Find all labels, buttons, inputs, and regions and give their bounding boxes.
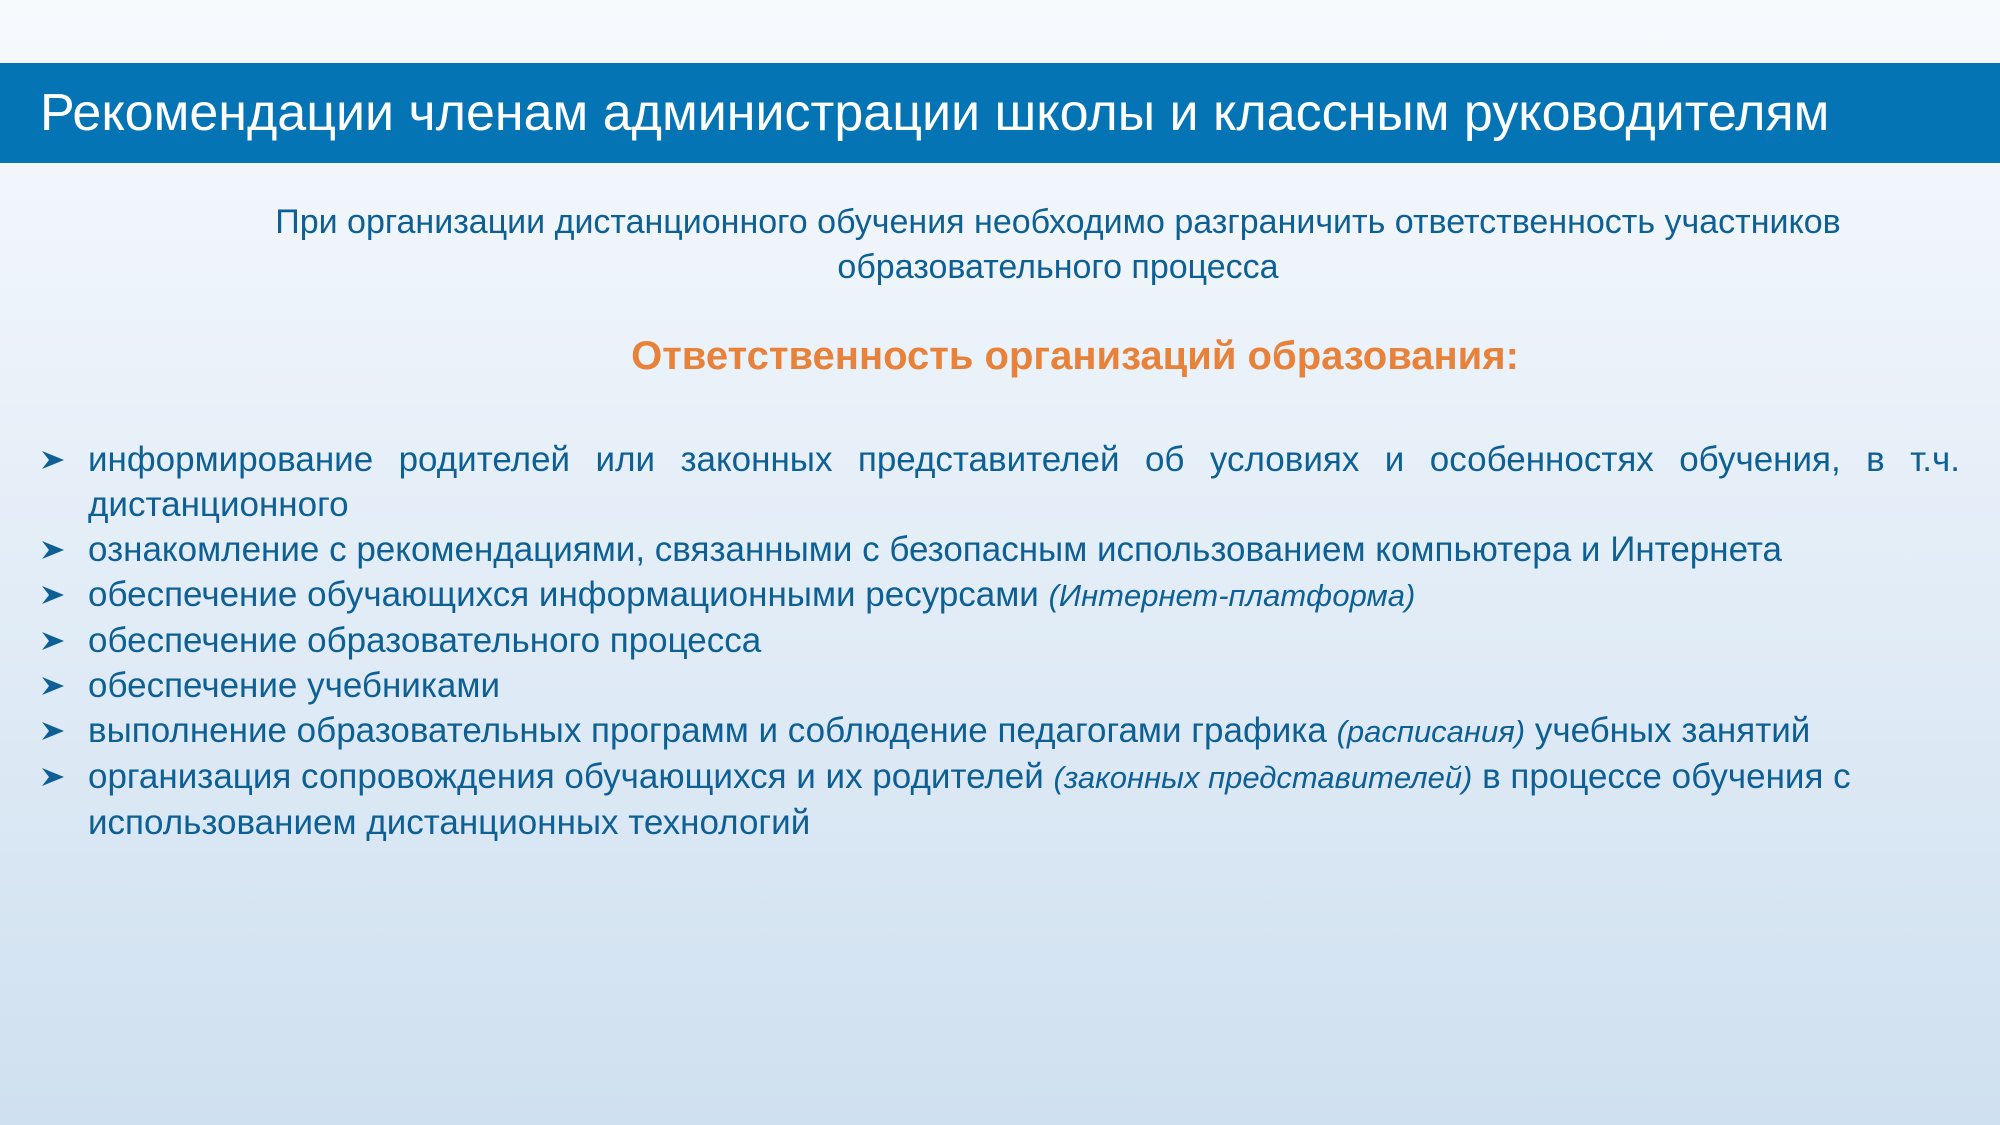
list-item — [40, 663, 1960, 708]
list-item-text: организация сопровождения обучающихся и их родителей — [88, 757, 1054, 796]
list-item-text: обеспечение учебниками — [88, 666, 501, 705]
arrowhead-bullet-icon — [40, 766, 66, 788]
arrowhead-bullet-icon — [40, 675, 66, 697]
list-item — [40, 572, 1960, 618]
list-item — [40, 708, 1960, 754]
list-item-text: ознакомление с рекомендациями, связанными с безопасным использованием компьютера и Интернета — [88, 530, 1782, 569]
arrowhead-bullet-icon — [40, 449, 66, 471]
list-item — [40, 437, 1960, 527]
arrowhead-bullet-icon — [40, 539, 66, 561]
list-item — [40, 527, 1960, 572]
list-item-text-after: учебных занятий — [1525, 711, 1811, 750]
title-bar — [0, 63, 2000, 163]
arrowhead-bullet-icon — [40, 584, 66, 606]
list-item-text: обеспечение обучающихся информационными ресурсами — [88, 575, 1049, 614]
responsibility-list — [40, 437, 1960, 845]
list-item-note: (расписания) — [1336, 714, 1526, 749]
intro-text: При организации дистанционного обучения необходимо разграничить ответственность участников образовательного процесса — [275, 203, 1841, 286]
arrowhead-bullet-icon — [40, 630, 66, 652]
list-item-text: информирование родителей или законных представителей об условиях и особенностях обучения, в т.ч. дистанционного — [88, 440, 1960, 524]
list-item — [40, 618, 1960, 663]
section-heading: Ответственность организаций образования: — [631, 334, 1519, 378]
list-item-text-after: в процессе обучения с использованием дистанционных технологий — [88, 757, 1851, 842]
arrowhead-bullet-icon — [40, 720, 66, 742]
list-item-text: выполнение образовательных программ и соблюдение педагогами графика — [88, 711, 1337, 750]
list-item-text: обеспечение образовательного процесса — [88, 621, 762, 660]
list-item — [40, 754, 1960, 845]
list-item-note: (законных представителей) — [1053, 760, 1473, 795]
list-item-note: (Интернет-платформа) — [1048, 578, 1416, 613]
slide-title: Рекомендации членам администрации школы и классным руководителям — [40, 84, 1830, 142]
